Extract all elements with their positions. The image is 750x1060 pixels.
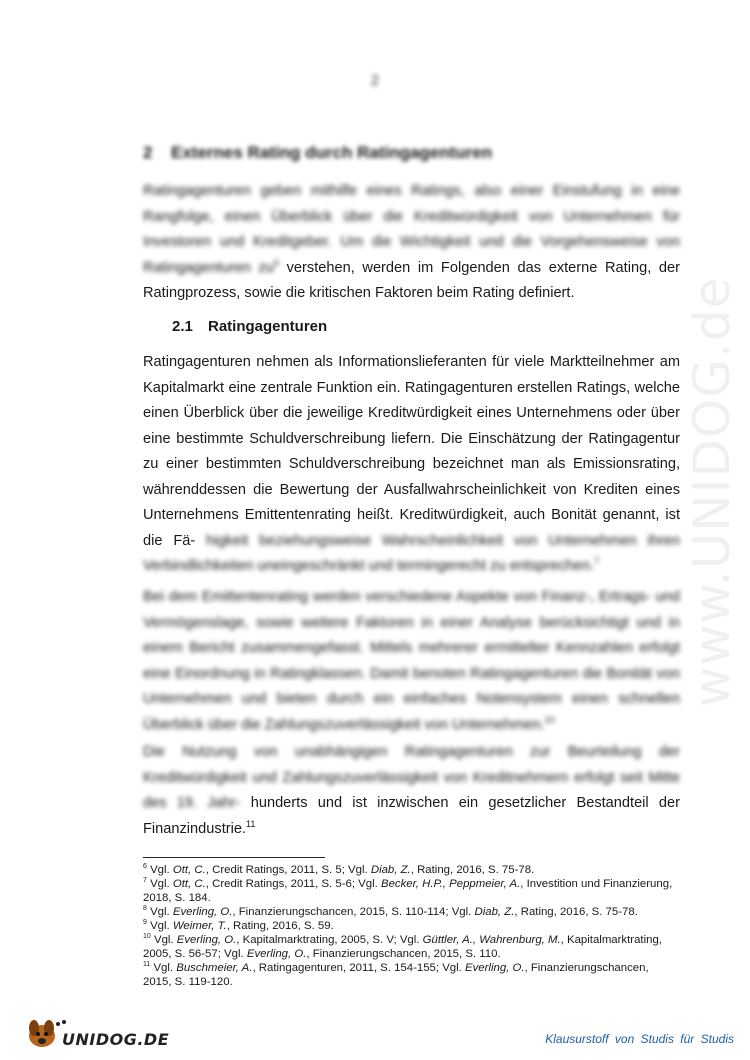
footnote-number: 10 [143, 933, 151, 941]
footnote-author: Diab, Z. [370, 864, 411, 876]
footnote-11 [143, 961, 680, 989]
footnote-author: Güttler, A., Wahrenburg, M. [422, 934, 561, 946]
footnote-text: , Rating, 2016, S. 59. [226, 920, 334, 932]
footnote-author: Everling, O. [176, 934, 237, 946]
intro-paragraph [143, 179, 680, 307]
chapter-heading [143, 143, 492, 163]
section-title: Ratingagenturen [208, 318, 328, 335]
footnote-text: , Credit Ratings, 2011, S. 5-6; Vgl. [205, 878, 381, 890]
footnote-author: Becker, H.P., Peppmeier, A. [380, 878, 521, 890]
footnote-author: Weimer, T. [172, 920, 227, 932]
footnote-text: , Finanzierungschancen, 2015, S. 110. [306, 948, 501, 960]
footnote-6 [143, 863, 680, 877]
intro-visible-text: verstehen, werden im Folgenden das externe Rating, der Ratingprozess, sowie die kritischen Faktoren beim Rating definiert. [143, 259, 680, 301]
intro-blurred-text: Ratingagenturen geben mithilfe eines Ratings, also einer Einstufung in eine Rangfolge, einen Überblick über die Kreditwürdigkeit von Unternehmen für Investoren und Kreditgeber. Um die Wichtigkeit und die Vorgehensweise von Ratingagenturen $zu^5$ [143, 183, 680, 276]
footnote-author: Buschmeier, A. [176, 962, 253, 974]
footnote-text: Vgl. [153, 962, 177, 974]
footnote-number: 8 [143, 905, 147, 913]
footnote-7 [143, 877, 680, 905]
footnote-separator [143, 857, 325, 858]
section-heading [172, 318, 327, 335]
footnote-number: 6 [143, 863, 147, 871]
footnote-text: , Finanzierungschancen, 2015, S. 119-120. [143, 962, 649, 988]
paragraph-visible-text: Ratingagenturen nehmen als Informationslieferanten für viele Marktteilnehmer am Kapitalmarkt eine zentrale Funktion ein. Ratingagenturen erstellen Ratings, welche einen Überblick über die jeweilige Kreditwürdigkeit eines Unternehmens oder über eine bestimmte Schuldverschreibung liefern. Die Einschätzung der Ratingagentur zu einer bestimmten Schuldverschreibung bezeichnet man als Emissionsrating, währenddessen die Bewertung der Ausfallwahrscheinlichkeit von Krediten eines Unternehmens Emittentenrating heißt. Kreditwürdigkeit, auch Bonität genannt, ist die Fä- [143, 354, 680, 549]
footnote-author: Everling, O. [246, 948, 307, 960]
footnotes [143, 863, 680, 989]
footnote-text: Vgl. [150, 864, 173, 876]
footnote-author: Ott, C. [172, 864, 206, 876]
logo-text: UNIDOG.DE [62, 1030, 170, 1049]
footnote-text: , Finanzierungschancen, 2015, S. 110-114; Vgl. [232, 906, 475, 918]
footnote-text: , Kapitalmarktrating, 2005, S. 56-57; Vgl. [143, 934, 662, 960]
footnote-10 [143, 933, 680, 961]
section-number: 2.1 [172, 318, 193, 335]
footnote-author: Everling, O. [465, 962, 525, 974]
footnote-text: , Investition und Finanzierung, 2018, S. 184. [143, 878, 673, 904]
footnote-text: , Rating, 2016, S. 75-78. [410, 864, 535, 876]
footnote-text: , Kapitalmarktrating, 2005, S. V; Vgl. [236, 934, 423, 946]
footnote-text: , Ratingagenturen, 2011, S. 154-155; Vgl. [252, 962, 465, 974]
footnote-9 [143, 919, 680, 933]
paragraph-emittentenrating: Bei dem Emittentenrating werden verschiedene Aspekte von Finanz-, Ertrags- und Vermögenslage, sowie weitere Faktoren in einer Analyse berücksichtigt und in einem Bericht zusammengefasst. Mittels mehrerer ermittelter Kennzahlen erfolgt eine Einordnung in Ratingklassen. Damit benoten Ratingagenturen die Bonität von Unternehmen und bieten durch ein einfaches Notensystem einen schnellen Überblick über die Zahlungszuverlässigkeit von Unternehmen.$^{10}$ [143, 589, 680, 733]
footnote-text: , Credit Ratings, 2011, S. 5; Vgl. [205, 864, 371, 876]
page-number: 2 [370, 72, 380, 89]
footnote-text: Vgl. [150, 920, 173, 932]
paragraph-blurred-text: higkeit beziehungsweise Wahrscheinlichkeit von Unternehmen ihren Verbindlichkeiten uneingeschränkt und termingerecht zu entsprechen.$^7$ [143, 532, 680, 574]
footnote-author: Everling, O. [172, 906, 233, 918]
footnote-text: Vgl. [153, 934, 177, 946]
chapter-title: Externes Rating durch Ratingagenturen [171, 143, 493, 162]
footnote-text: Vgl. [150, 878, 173, 890]
paragraph-ratingagenturen [143, 350, 680, 580]
footnote-author: Ott, C. [172, 878, 206, 890]
footnote-8 [143, 905, 680, 919]
paragraph-nutzung [143, 740, 680, 842]
footnote-text: Vgl. [150, 906, 173, 918]
nutzung-visible-text: hunderts und ist inzwischen ein gesetzlicher Bestandteil der Finanzindustrie.$^{11}$ [143, 795, 680, 837]
footnote-text: , Rating, 2016, S. 75-78. [514, 906, 638, 918]
tagline: Klausurstoff von Studis für Studis [545, 1032, 734, 1046]
footnote-number: 7 [143, 877, 147, 885]
footnote-number: 11 [143, 961, 151, 969]
nutzung-blurred-text: Die Nutzung von unabhängigen Ratingagenturen zur Beurteilung der Kreditwürdigkeit und Zahlungszuverlässigkeit von Kreditnehmern erfolgt seit Mitte des 19. Jahr- [143, 744, 680, 811]
chapter-number: 2 [143, 143, 153, 162]
footnote-number: 9 [143, 919, 147, 927]
footnote-author: Diab, Z. [474, 906, 515, 918]
